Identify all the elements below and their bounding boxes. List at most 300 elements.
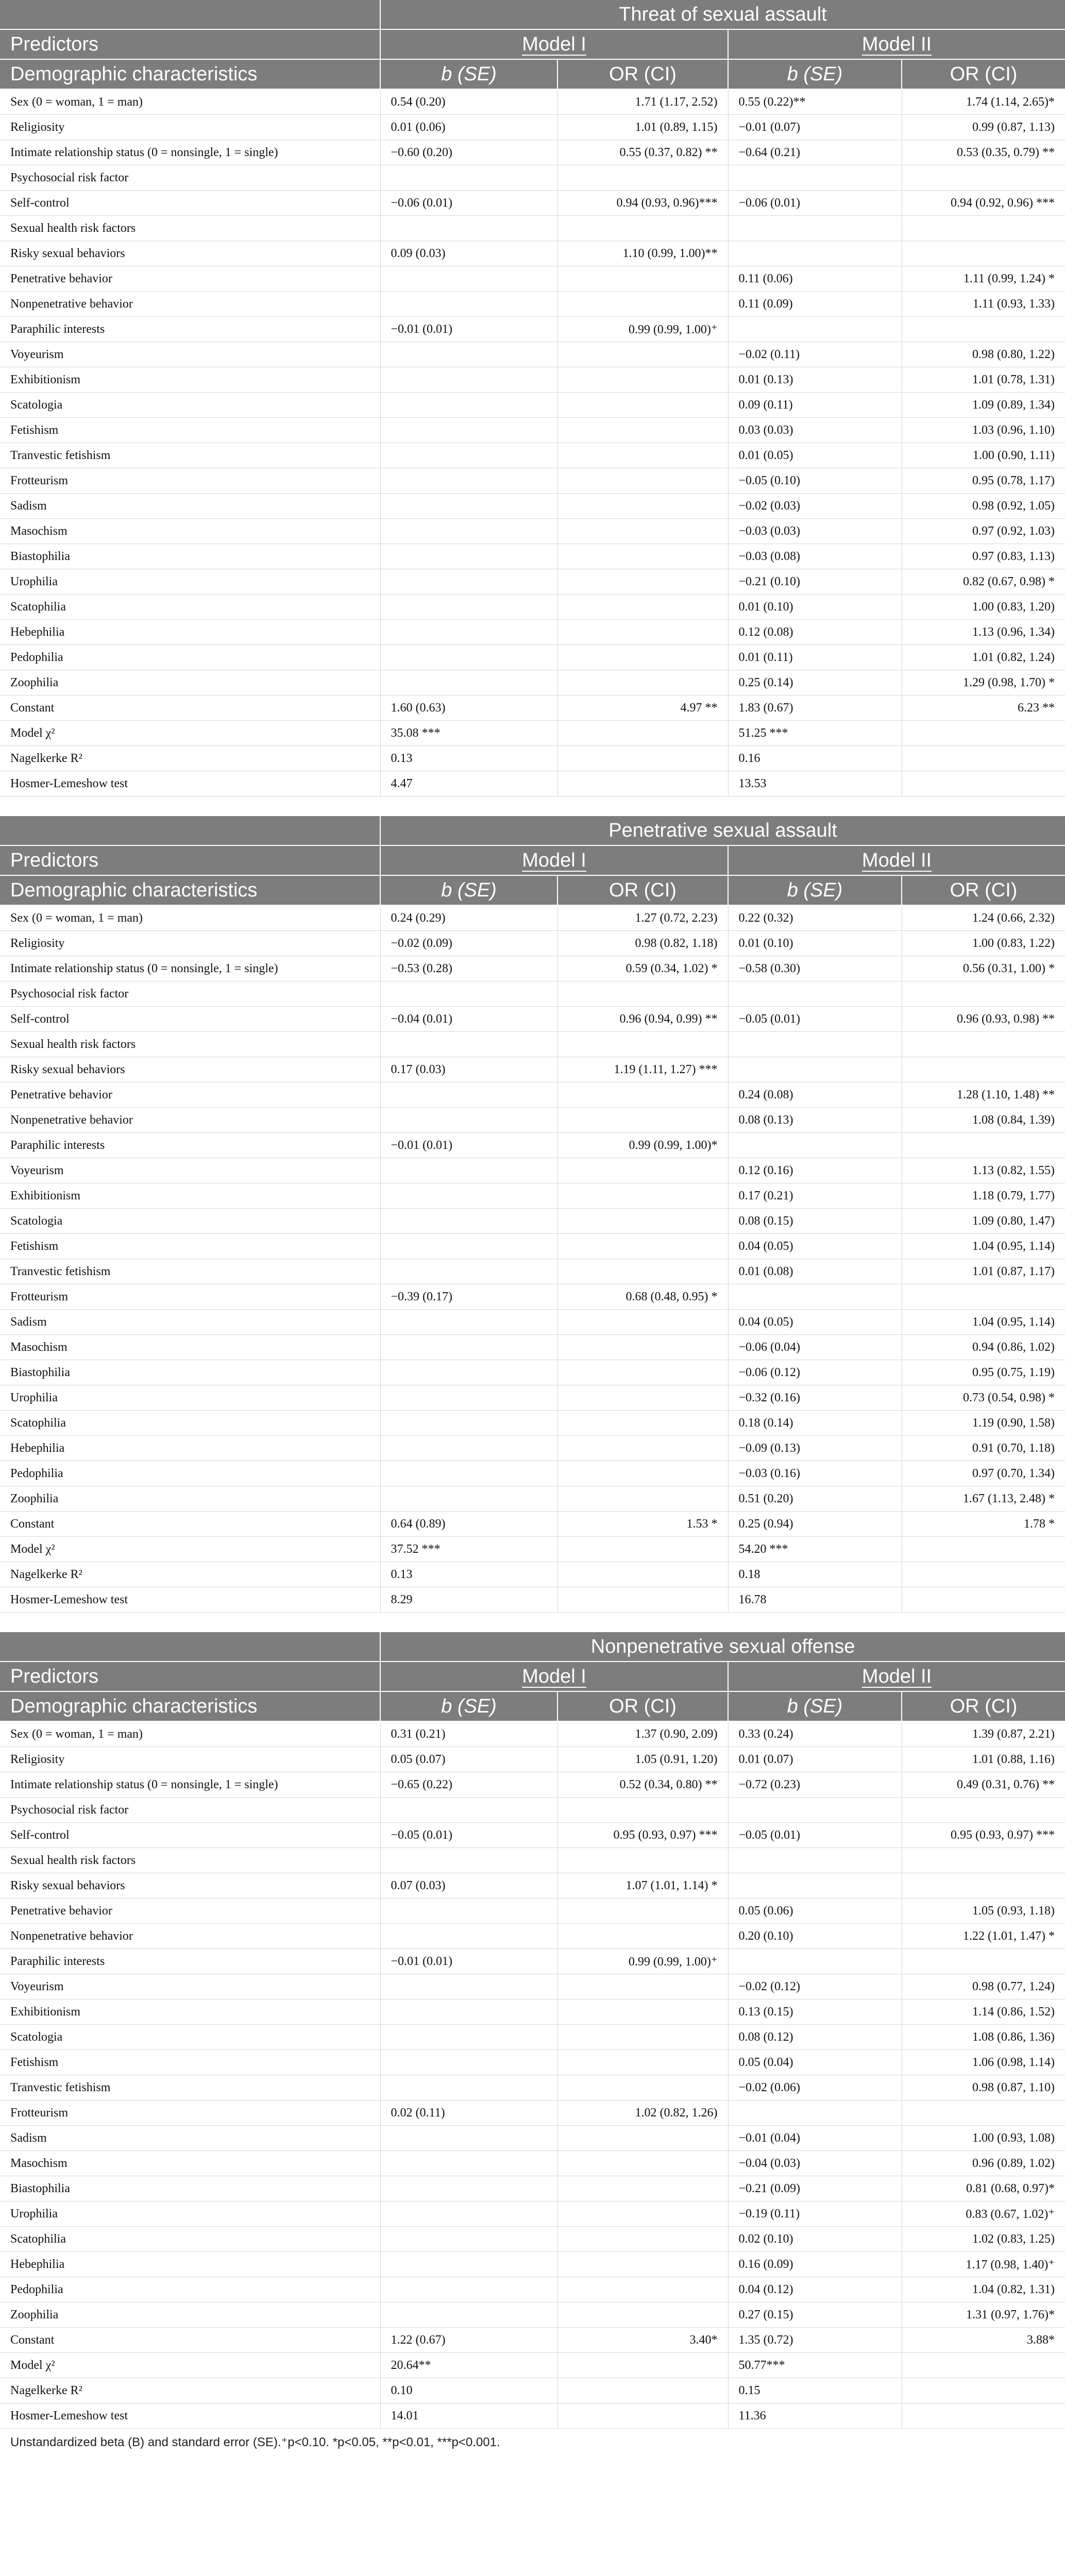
- table-row: [0, 2227, 1065, 2252]
- table-row: [0, 1411, 1065, 1436]
- predictor-label: Self-control: [0, 1823, 380, 1848]
- predictor-label: Psychosocial risk factor: [0, 981, 380, 1007]
- predictor-label: Scatologia: [0, 2025, 380, 2050]
- model-2-or-ci: [902, 2353, 1065, 2378]
- model-2-b-se: −0.64 (0.21): [728, 140, 902, 165]
- model-2-b-se: 0.12 (0.16): [728, 1158, 902, 1183]
- table-row: [0, 1512, 1065, 1537]
- model-2-or-ci: 1.19 (0.90, 1.58): [902, 1411, 1065, 1436]
- table-row: [0, 2176, 1065, 2201]
- model-2-or-ci: 1.11 (0.99, 1.24) *: [902, 266, 1065, 292]
- model-1-or-ci: [557, 1924, 728, 1949]
- table-row: [0, 931, 1065, 956]
- model-2-or-ci: 0.97 (0.70, 1.34): [902, 1461, 1065, 1486]
- predictor-label: Biastophilia: [0, 544, 380, 569]
- model-2-b-se: 0.09 (0.11): [728, 393, 902, 418]
- model-2-header: Model II: [728, 1662, 1065, 1691]
- model-1-b-se: 4.47: [380, 771, 557, 796]
- model-2-b-se: [728, 1032, 902, 1057]
- model-2-b-se: 0.33 (0.24): [728, 1721, 902, 1747]
- model-2-b-se: 0.27 (0.15): [728, 2302, 902, 2328]
- table-row: [0, 1999, 1065, 2025]
- table-row: [0, 1082, 1065, 1108]
- model-1-or-ci: 0.99 (0.99, 1.00)⁺: [557, 1949, 728, 1974]
- model-1-or-ci: 0.55 (0.37, 0.82) **: [557, 140, 728, 165]
- model-1-b-se: [380, 2176, 557, 2201]
- model-1-b-se: −0.01 (0.01): [380, 1133, 557, 1158]
- model-1-b-se: [380, 2227, 557, 2252]
- model-2-or-ci: 0.96 (0.89, 1.02): [902, 2151, 1065, 2176]
- predictor-label: Nonpenetrative behavior: [0, 1108, 380, 1133]
- table-row: [0, 165, 1065, 191]
- table-row: [0, 569, 1065, 595]
- predictor-label: Religiosity: [0, 931, 380, 956]
- model-1-b-se: [380, 620, 557, 645]
- table-row: [0, 266, 1065, 292]
- model-2-b-se: 0.24 (0.08): [728, 1082, 902, 1108]
- model-2-or-ci: 1.67 (1.13, 2.48) *: [902, 1486, 1065, 1512]
- model-1-b-se: 0.54 (0.20): [380, 89, 557, 115]
- model-2-or-ci: 0.81 (0.68, 0.97)*: [902, 2176, 1065, 2201]
- demographic-characteristics-header: Demographic characteristics: [0, 875, 380, 905]
- model-1-b-se: 0.31 (0.21): [380, 1721, 557, 1747]
- model-2-or-ci: 6.23 **: [902, 696, 1065, 721]
- table-row: [0, 696, 1065, 721]
- model-2-or-ci: 1.18 (0.79, 1.77): [902, 1183, 1065, 1209]
- outcome-header-row: [0, 816, 1065, 845]
- table-row: [0, 1924, 1065, 1949]
- results-table: [0, 0, 1065, 796]
- predictor-label: Urophilia: [0, 2201, 380, 2227]
- model-2-or-ci: 1.01 (0.78, 1.31): [902, 367, 1065, 393]
- model-1-or-ci: [557, 1848, 728, 1873]
- model-1-or-ci: [557, 1385, 728, 1411]
- model-2-b-se: 0.16 (0.09): [728, 2252, 902, 2277]
- table-row: [0, 1798, 1065, 1823]
- model-1-b-se: [380, 595, 557, 620]
- model-1-or-ci: [557, 468, 728, 494]
- table-row: [0, 1007, 1065, 1032]
- model-1-or-ci: [557, 771, 728, 796]
- model-1-b-se: 8.29: [380, 1587, 557, 1613]
- model-2-or-ci: 1.13 (0.96, 1.34): [902, 620, 1065, 645]
- predictor-label: Urophilia: [0, 1385, 380, 1411]
- model-2-b-se: −0.02 (0.12): [728, 1974, 902, 1999]
- predictors-header: Predictors: [0, 845, 380, 875]
- model-1-or-ci: [557, 1486, 728, 1512]
- model-2-b-se: −0.03 (0.08): [728, 544, 902, 569]
- model-2-or-ci: 1.00 (0.93, 1.08): [902, 2126, 1065, 2151]
- model-2-or-ci: [902, 2378, 1065, 2403]
- or-ci-header-model-1: OR (CI): [557, 875, 728, 905]
- model-2-b-se: [728, 1284, 902, 1310]
- model-1-or-ci: [557, 393, 728, 418]
- predictor-label: Sadism: [0, 2126, 380, 2151]
- model-1-or-ci: 1.37 (0.90, 2.09): [557, 1721, 728, 1747]
- model-1-b-se: [380, 1108, 557, 1133]
- model-1-b-se: −0.05 (0.01): [380, 1823, 557, 1848]
- model-2-or-ci: 0.97 (0.83, 1.13): [902, 544, 1065, 569]
- or-ci-header-model-1: OR (CI): [557, 1691, 728, 1721]
- table-row: [0, 721, 1065, 746]
- table-row: [0, 216, 1065, 241]
- model-2-b-se: 0.01 (0.08): [728, 1259, 902, 1284]
- model-1-or-ci: [557, 2025, 728, 2050]
- predictor-label: Masochism: [0, 519, 380, 544]
- model-1-or-ci: 0.68 (0.48, 0.95) *: [557, 1284, 728, 1310]
- model-1-or-ci: 1.19 (1.11, 1.27) ***: [557, 1057, 728, 1082]
- model-2-b-se: −0.03 (0.03): [728, 519, 902, 544]
- predictor-label: Intimate relationship status (0 = nonsingle, 1 = single): [0, 1772, 380, 1798]
- table-row: [0, 1385, 1065, 1411]
- model-1-or-ci: 0.94 (0.93, 0.96)***: [557, 191, 728, 216]
- model-2-b-se: 0.05 (0.04): [728, 2050, 902, 2075]
- model-2-b-se: [728, 1133, 902, 1158]
- model-1-b-se: 0.01 (0.06): [380, 115, 557, 140]
- model-2-b-se: 0.04 (0.05): [728, 1234, 902, 1259]
- predictor-label: Urophilia: [0, 569, 380, 595]
- model-1-or-ci: [557, 746, 728, 771]
- b-se-header-model-1: b (SE): [380, 59, 557, 89]
- model-1-header: Model I: [380, 1662, 728, 1691]
- table-row: [0, 241, 1065, 266]
- model-2-b-se: [728, 1873, 902, 1899]
- model-2-b-se: −0.05 (0.10): [728, 468, 902, 494]
- model-1-header: Model I: [380, 29, 728, 59]
- model-2-b-se: 0.11 (0.06): [728, 266, 902, 292]
- model-2-b-se: 0.22 (0.32): [728, 905, 902, 931]
- model-1-b-se: [380, 2302, 557, 2328]
- model-1-or-ci: [557, 1899, 728, 1924]
- predictor-label: Risky sexual behaviors: [0, 1873, 380, 1899]
- predictor-label: Constant: [0, 696, 380, 721]
- model-2-b-se: 16.78: [728, 1587, 902, 1613]
- table-row: [0, 2075, 1065, 2100]
- model-2-b-se: [728, 2100, 902, 2126]
- model-2-b-se: 0.04 (0.05): [728, 1310, 902, 1335]
- model-2-or-ci: 0.98 (0.80, 1.22): [902, 342, 1065, 367]
- model-2-or-ci: [902, 216, 1065, 241]
- table-row: [0, 981, 1065, 1007]
- model-2-b-se: −0.21 (0.10): [728, 569, 902, 595]
- table-row: [0, 89, 1065, 115]
- table-row: [0, 443, 1065, 468]
- model-2-or-ci: [902, 1562, 1065, 1587]
- model-2-b-se: −0.19 (0.11): [728, 2201, 902, 2227]
- table-row: [0, 1310, 1065, 1335]
- model-1-or-ci: [557, 2353, 728, 2378]
- model-2-b-se: −0.02 (0.11): [728, 342, 902, 367]
- model-2-b-se: −0.02 (0.06): [728, 2075, 902, 2100]
- table-row: [0, 418, 1065, 443]
- model-1-b-se: [380, 165, 557, 191]
- model-2-or-ci: 1.09 (0.80, 1.47): [902, 1209, 1065, 1234]
- model-1-b-se: [380, 544, 557, 569]
- model-1-or-ci: [557, 544, 728, 569]
- model-2-or-ci: [902, 1949, 1065, 1974]
- header-blank-cell: [0, 816, 380, 845]
- model-2-or-ci: [902, 2403, 1065, 2429]
- predictor-label: Psychosocial risk factor: [0, 165, 380, 191]
- table-row: [0, 2100, 1065, 2126]
- predictor-label: Self-control: [0, 191, 380, 216]
- model-1-b-se: 14.01: [380, 2403, 557, 2429]
- model-2-or-ci: [902, 1873, 1065, 1899]
- model-1-or-ci: 1.27 (0.72, 2.23): [557, 905, 728, 931]
- model-1-or-ci: [557, 342, 728, 367]
- predictor-label: Sadism: [0, 1310, 380, 1335]
- model-1-b-se: [380, 1209, 557, 1234]
- model-2-or-ci: [902, 165, 1065, 191]
- model-1-b-se: [380, 1974, 557, 1999]
- predictor-label: Scatophilia: [0, 1411, 380, 1436]
- model-1-b-se: [380, 2252, 557, 2277]
- model-1-b-se: [380, 1082, 557, 1108]
- predictor-label: Tranvestic fetishism: [0, 2075, 380, 2100]
- results-table: [0, 1632, 1065, 2429]
- model-2-or-ci: 1.00 (0.83, 1.22): [902, 931, 1065, 956]
- b-se-header-model-2: b (SE): [728, 59, 902, 89]
- model-header-row: [0, 845, 1065, 875]
- model-2-b-se: 0.01 (0.10): [728, 931, 902, 956]
- model-2-b-se: 0.01 (0.11): [728, 645, 902, 670]
- model-2-or-ci: 0.95 (0.75, 1.19): [902, 1360, 1065, 1385]
- model-1-or-ci: [557, 1562, 728, 1587]
- predictor-label: Scatophilia: [0, 2227, 380, 2252]
- table-row: [0, 956, 1065, 981]
- model-1-b-se: [380, 2126, 557, 2151]
- table-row: [0, 1974, 1065, 1999]
- model-1-b-se: [380, 494, 557, 519]
- model-1-or-ci: [557, 1335, 728, 1360]
- table-row: [0, 2277, 1065, 2302]
- model-2-b-se: 0.03 (0.03): [728, 418, 902, 443]
- or-ci-header-model-2: OR (CI): [902, 875, 1065, 905]
- model-2-b-se: −0.06 (0.12): [728, 1360, 902, 1385]
- model-1-b-se: [380, 1310, 557, 1335]
- model-2-or-ci: 1.28 (1.10, 1.48) **: [902, 1082, 1065, 1108]
- predictor-label: Penetrative behavior: [0, 266, 380, 292]
- model-2-b-se: 11.36: [728, 2403, 902, 2429]
- predictor-label: Exhibitionism: [0, 1999, 380, 2025]
- model-2-or-ci: [902, 1848, 1065, 1873]
- table-row: [0, 1823, 1065, 1848]
- predictor-label: Tranvestic fetishism: [0, 443, 380, 468]
- predictor-label: Risky sexual behaviors: [0, 1057, 380, 1082]
- model-2-or-ci: 0.97 (0.92, 1.03): [902, 519, 1065, 544]
- table-row: [0, 1899, 1065, 1924]
- predictor-label: Zoophilia: [0, 2302, 380, 2328]
- column-header-row: [0, 875, 1065, 905]
- table-row: [0, 393, 1065, 418]
- model-2-or-ci: 0.98 (0.87, 1.10): [902, 2075, 1065, 2100]
- outcome-header-row: [0, 0, 1065, 29]
- model-2-or-ci: 0.98 (0.92, 1.05): [902, 494, 1065, 519]
- model-1-or-ci: 4.97 **: [557, 696, 728, 721]
- model-1-or-ci: [557, 418, 728, 443]
- model-1-or-ci: 1.53 *: [557, 1512, 728, 1537]
- model-2-b-se: 1.35 (0.72): [728, 2328, 902, 2353]
- outcome-header-row: [0, 1632, 1065, 1662]
- model-2-or-ci: 0.95 (0.93, 0.97) ***: [902, 1823, 1065, 1848]
- model-1-or-ci: [557, 2050, 728, 2075]
- model-1-or-ci: [557, 1310, 728, 1335]
- model-2-b-se: 0.51 (0.20): [728, 1486, 902, 1512]
- model-1-b-se: [380, 1335, 557, 1360]
- model-2-or-ci: 1.11 (0.93, 1.33): [902, 292, 1065, 317]
- or-ci-header-model-2: OR (CI): [902, 1691, 1065, 1721]
- model-1-or-ci: [557, 443, 728, 468]
- model-2-or-ci: 1.05 (0.93, 1.18): [902, 1899, 1065, 1924]
- model-2-or-ci: 1.02 (0.83, 1.25): [902, 2227, 1065, 2252]
- predictor-label: Masochism: [0, 2151, 380, 2176]
- model-1-or-ci: [557, 2176, 728, 2201]
- model-1-b-se: 0.07 (0.03): [380, 1873, 557, 1899]
- model-1-or-ci: [557, 2227, 728, 2252]
- predictor-label: Scatologia: [0, 1209, 380, 1234]
- predictor-label: Religiosity: [0, 115, 380, 140]
- model-1-or-ci: [557, 2126, 728, 2151]
- model-2-b-se: 0.25 (0.94): [728, 1512, 902, 1537]
- model-1-b-se: [380, 2050, 557, 2075]
- model-1-b-se: 0.17 (0.03): [380, 1057, 557, 1082]
- predictor-label: Hosmer-Lemeshow test: [0, 2403, 380, 2429]
- table-row: [0, 2328, 1065, 2353]
- model-1-or-ci: 1.05 (0.91, 1.20): [557, 1747, 728, 1772]
- model-2-or-ci: 1.39 (0.87, 2.21): [902, 1721, 1065, 1747]
- b-se-header-model-2: b (SE): [728, 1691, 902, 1721]
- table-row: [0, 191, 1065, 216]
- predictor-label: Scatophilia: [0, 595, 380, 620]
- model-2-b-se: −0.03 (0.16): [728, 1461, 902, 1486]
- predictors-header: Predictors: [0, 29, 380, 59]
- predictor-label: Hosmer-Lemeshow test: [0, 1587, 380, 1613]
- table-row: [0, 1587, 1065, 1613]
- predictor-label: Voyeurism: [0, 1974, 380, 1999]
- table-row: [0, 1436, 1065, 1461]
- model-2-or-ci: 0.94 (0.86, 1.02): [902, 1335, 1065, 1360]
- model-2-or-ci: 0.53 (0.35, 0.79) **: [902, 140, 1065, 165]
- model-2-or-ci: 1.08 (0.86, 1.36): [902, 2025, 1065, 2050]
- model-1-b-se: [380, 1924, 557, 1949]
- model-1-b-se: 1.60 (0.63): [380, 696, 557, 721]
- predictor-label: Intimate relationship status (0 = nonsingle, 1 = single): [0, 140, 380, 165]
- model-2-or-ci: [902, 1057, 1065, 1082]
- model-1-or-ci: 0.99 (0.99, 1.00)*: [557, 1133, 728, 1158]
- predictor-label: Voyeurism: [0, 1158, 380, 1183]
- predictor-label: Sex (0 = woman, 1 = man): [0, 905, 380, 931]
- model-2-or-ci: [902, 771, 1065, 796]
- model-1-or-ci: [557, 1032, 728, 1057]
- header-blank-cell: [0, 0, 380, 29]
- model-1-or-ci: [557, 519, 728, 544]
- model-2-or-ci: 0.94 (0.92, 0.96) ***: [902, 191, 1065, 216]
- predictor-label: Sex (0 = woman, 1 = man): [0, 89, 380, 115]
- model-1-b-se: [380, 342, 557, 367]
- table-row: [0, 1284, 1065, 1310]
- model-1-b-se: [380, 1461, 557, 1486]
- table-row: [0, 1360, 1065, 1385]
- model-1-or-ci: [557, 1209, 728, 1234]
- model-2-b-se: 0.16: [728, 746, 902, 771]
- model-1-or-ci: 3.40*: [557, 2328, 728, 2353]
- model-2-or-ci: 1.09 (0.89, 1.34): [902, 393, 1065, 418]
- predictor-label: Nagelkerke R²: [0, 746, 380, 771]
- model-2-or-ci: 1.00 (0.83, 1.20): [902, 595, 1065, 620]
- table-row: [0, 317, 1065, 342]
- model-1-or-ci: 0.98 (0.82, 1.18): [557, 931, 728, 956]
- model-2-or-ci: [902, 2100, 1065, 2126]
- model-2-or-ci: 3.88*: [902, 2328, 1065, 2353]
- predictor-label: Constant: [0, 1512, 380, 1537]
- model-2-or-ci: 0.91 (0.70, 1.18): [902, 1436, 1065, 1461]
- model-2-b-se: 0.18: [728, 1562, 902, 1587]
- table-row: [0, 1562, 1065, 1587]
- model-2-or-ci: [902, 317, 1065, 342]
- model-2-header: Model II: [728, 845, 1065, 875]
- table-row: [0, 1183, 1065, 1209]
- predictor-label: Self-control: [0, 1007, 380, 1032]
- predictors-header: Predictors: [0, 1662, 380, 1691]
- table-row: [0, 140, 1065, 165]
- model-2-b-se: [728, 1057, 902, 1082]
- model-2-or-ci: 1.74 (1.14, 2.65)*: [902, 89, 1065, 115]
- model-2-or-ci: 1.08 (0.84, 1.39): [902, 1108, 1065, 1133]
- model-2-or-ci: [902, 1587, 1065, 1613]
- model-2-or-ci: 1.04 (0.82, 1.31): [902, 2277, 1065, 2302]
- predictor-label: Hebephilia: [0, 2252, 380, 2277]
- table-row: [0, 1158, 1065, 1183]
- model-1-b-se: [380, 519, 557, 544]
- model-1-or-ci: [557, 1999, 728, 2025]
- table-row: [0, 1848, 1065, 1873]
- model-1-b-se: [380, 393, 557, 418]
- model-1-b-se: [380, 1899, 557, 1924]
- table-row: [0, 2050, 1065, 2075]
- model-2-b-se: 0.25 (0.14): [728, 670, 902, 696]
- model-2-or-ci: 1.13 (0.82, 1.55): [902, 1158, 1065, 1183]
- model-1-or-ci: [557, 1183, 728, 1209]
- model-1-b-se: [380, 367, 557, 393]
- model-1-b-se: −0.06 (0.01): [380, 191, 557, 216]
- model-2-or-ci: 1.22 (1.01, 1.47) *: [902, 1924, 1065, 1949]
- model-2-b-se: 0.20 (0.10): [728, 1924, 902, 1949]
- table-row: [0, 115, 1065, 140]
- model-2-b-se: −0.06 (0.04): [728, 1335, 902, 1360]
- model-1-or-ci: [557, 1108, 728, 1133]
- model-2-b-se: −0.09 (0.13): [728, 1436, 902, 1461]
- model-2-b-se: 51.25 ***: [728, 721, 902, 746]
- model-1-b-se: 0.05 (0.07): [380, 1747, 557, 1772]
- predictor-label: Scatologia: [0, 393, 380, 418]
- model-2-or-ci: 0.82 (0.67, 0.98) *: [902, 569, 1065, 595]
- model-2-b-se: [728, 1848, 902, 1873]
- model-2-b-se: −0.05 (0.01): [728, 1007, 902, 1032]
- model-2-b-se: [728, 317, 902, 342]
- table-row: [0, 1873, 1065, 1899]
- model-1-or-ci: [557, 569, 728, 595]
- model-1-or-ci: [557, 595, 728, 620]
- model-1-b-se: −0.01 (0.01): [380, 1949, 557, 1974]
- predictor-label: Paraphilic interests: [0, 317, 380, 342]
- table-row: [0, 2403, 1065, 2429]
- model-1-b-se: [380, 1360, 557, 1385]
- model-1-b-se: [380, 468, 557, 494]
- predictor-label: Sexual health risk factors: [0, 216, 380, 241]
- model-header-row: [0, 1662, 1065, 1691]
- table-row: [0, 1133, 1065, 1158]
- model-1-b-se: 0.13: [380, 1562, 557, 1587]
